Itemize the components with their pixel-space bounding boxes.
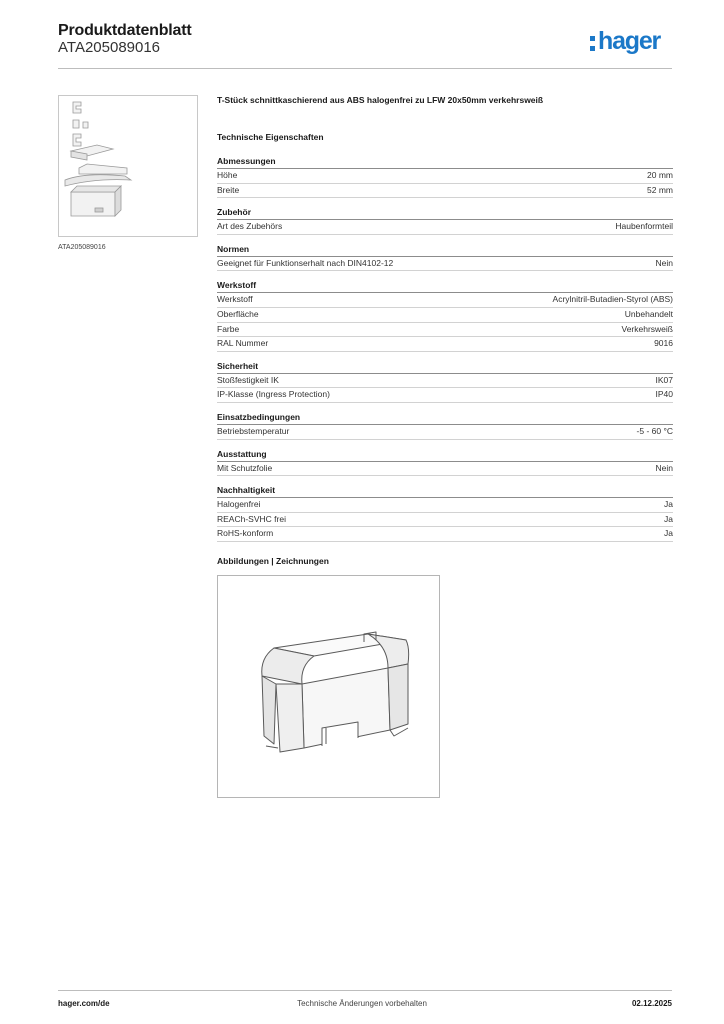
spec-row [217, 220, 673, 235]
spec-row [217, 388, 673, 403]
spec-row [217, 257, 673, 272]
spec-value: Haubenformteil [615, 221, 673, 232]
spec-row [217, 425, 673, 440]
spec-label: Oberfläche [217, 308, 259, 319]
spec-row [217, 184, 673, 199]
footer-disclaimer: Technische Änderungen vorbehalten [297, 999, 427, 1008]
spec-group-standards [217, 244, 673, 272]
spec-value: Nein [655, 257, 673, 268]
spec-value: -5 - 60 °C [636, 425, 673, 436]
spec-value: Ja [664, 499, 673, 510]
spec-group-heading: Abmessungen [217, 156, 673, 169]
spec-row [217, 462, 673, 477]
spec-label: Breite [217, 184, 240, 195]
tech-properties-heading: Technische Eigenschaften [217, 132, 324, 142]
footer-website-link[interactable]: hager.com/de [58, 999, 110, 1008]
product-drawing [217, 575, 440, 798]
spec-label: Halogenfrei [217, 499, 261, 510]
spec-label: Betriebstemperatur [217, 425, 290, 436]
footer-divider [58, 990, 672, 991]
header-divider [58, 68, 672, 69]
spec-value: Ja [664, 513, 673, 524]
drawings-heading: Abbildungen | Zeichnungen [217, 555, 329, 566]
spec-value: 9016 [654, 338, 673, 349]
spec-value: 52 mm [647, 184, 673, 195]
spec-label: Werkstoff [217, 294, 253, 305]
spec-label: REACh-SVHC frei [217, 513, 286, 524]
t-piece-drawing-image [218, 576, 439, 797]
spec-value: IK07 [655, 374, 673, 385]
spec-row [217, 169, 673, 184]
spec-group-heading: Sicherheit [217, 361, 673, 374]
spec-label: Mit Schutzfolie [217, 462, 273, 473]
spec-row [217, 498, 673, 513]
spec-value: Acrylnitril-Butadien-Styrol (ABS) [552, 294, 673, 305]
spec-value: Nein [655, 462, 673, 473]
spec-group-operating-conditions [217, 412, 673, 440]
spec-value: IP40 [655, 389, 673, 400]
spec-label: RAL Nummer [217, 338, 269, 349]
spec-row [217, 323, 673, 338]
spec-value: Verkehrsweiß [621, 323, 673, 334]
spec-label: Stoßfestigkeit IK [217, 374, 279, 385]
spec-value: Unbehandelt [624, 308, 673, 319]
spec-label: Art des Zubehörs [217, 221, 283, 232]
spec-label: IP-Klasse (Ingress Protection) [217, 389, 330, 400]
spec-row [217, 308, 673, 323]
spec-row [217, 374, 673, 389]
spec-group-accessory [217, 207, 673, 235]
spec-group-heading: Normen [217, 244, 673, 257]
spec-group-dimensions [217, 156, 673, 198]
product-thumbnail [58, 95, 198, 237]
spec-group-material [217, 280, 673, 351]
logo-wordmark: hager [598, 27, 661, 55]
spec-value: Ja [664, 528, 673, 539]
spec-group-sustainability [217, 485, 673, 542]
spec-label: RoHS-konform [217, 528, 274, 539]
thumbnail-caption: ATA205089016 [58, 244, 106, 251]
product-title: T-Stück schnittkaschierend aus ABS halogenfrei zu LFW 20x50mm verkehrsweiß [217, 95, 544, 105]
hager-logo[interactable] [590, 28, 676, 58]
spec-label: Farbe [217, 323, 240, 334]
spec-group-equipment [217, 449, 673, 477]
logo-dots-icon [590, 35, 596, 53]
footer-date: 02.12.2025 [631, 999, 672, 1008]
product-details [217, 95, 673, 798]
spec-row [217, 293, 673, 308]
spec-value: 20 mm [647, 170, 673, 180]
spec-label: Höhe [217, 170, 238, 180]
spec-group-heading: Ausstattung [217, 449, 673, 462]
spec-label: Geeignet für Funktionserhalt nach DIN4102-12 [217, 257, 394, 268]
spec-group-heading: Einsatzbedingungen [217, 412, 673, 425]
spec-row [217, 513, 673, 528]
spec-row [217, 337, 673, 352]
article-number: ATA205089016 [58, 39, 161, 56]
page-title: Produktdatenblatt [58, 22, 192, 39]
spec-group-heading: Werkstoff [217, 280, 673, 293]
product-parts-image [59, 96, 197, 236]
spec-group-heading: Zubehör [217, 207, 673, 220]
spec-group-heading: Nachhaltigkeit [217, 485, 673, 498]
spec-group-safety [217, 361, 673, 403]
spec-row [217, 527, 673, 542]
